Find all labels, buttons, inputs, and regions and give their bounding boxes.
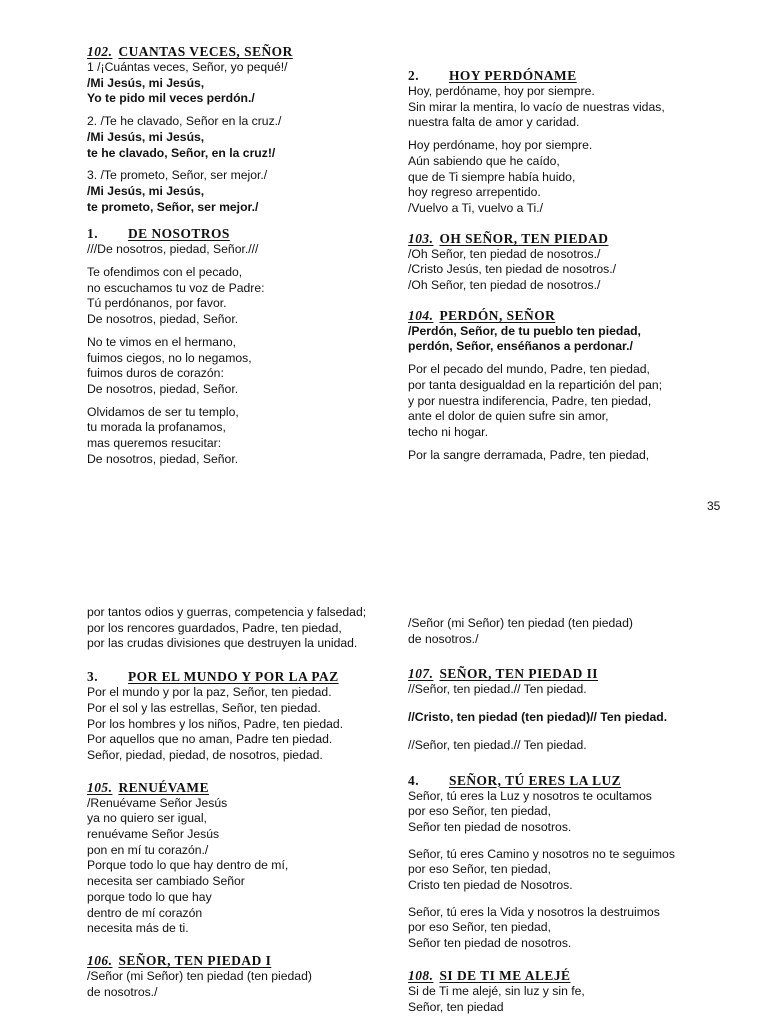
lyric-line: porque todo lo que hay xyxy=(87,889,212,904)
lyric-line: por tanta desigualdad en la repartición del pan; xyxy=(408,377,663,392)
lyric-line: te he clavado, Señor, en la cruz!/ xyxy=(87,145,276,160)
lyric-line: y por nuestra indiferencia, Padre, ten piedad, xyxy=(408,393,652,408)
lyric-line: Hoy, perdóname, hoy por siempre. xyxy=(408,84,595,98)
lyric-line: tu morada la profanamos, xyxy=(87,420,226,435)
lyric-line: /Renuévame Señor Jesús xyxy=(87,795,228,810)
song-number: 1. xyxy=(87,226,99,242)
lyric-line: Por los hombres y los niños, Padre, ten piedad. xyxy=(87,716,344,731)
lyric-line: Cristo ten piedad de Nosotros. xyxy=(408,878,573,893)
lyric-line: /Mi Jesús, mi Jesús, xyxy=(87,75,205,90)
lyric-line: Por el pecado del mundo, Padre, ten piedad, xyxy=(408,362,650,377)
lyric-line: Yo te pido mil veces perdón./ xyxy=(87,91,255,106)
lyric-line: Por el mundo y por la paz, Señor, ten piedad. xyxy=(87,685,332,700)
song-heading-104 xyxy=(408,308,718,324)
lyric-line: por las crudas divisiones que destruyen la unidad. xyxy=(87,636,358,651)
song-title: POR EL MUNDO Y POR LA PAZ xyxy=(128,669,339,685)
lyric-line: techo ni hogar. xyxy=(408,424,488,439)
lyric-line: No te vimos en el hermano, xyxy=(87,334,237,349)
lyric-line: mas queremos resucitar: xyxy=(87,436,222,451)
lyric-line: Aún sabiendo que he caído, xyxy=(408,153,560,168)
song-number: 104. xyxy=(408,307,434,323)
lyric-line: fuimos duros de corazón: xyxy=(87,366,224,381)
lyric-line: ya no quiero ser igual, xyxy=(87,811,207,826)
lyric-line: Por el sol y las estrellas, Señor, ten piedad. xyxy=(87,700,321,715)
lyric-line: /Oh Señor, ten piedad de nosotros./ xyxy=(408,246,601,261)
page-number: 35 xyxy=(707,499,721,513)
song-number: 103. xyxy=(408,230,434,246)
song-number: 108. xyxy=(408,967,434,983)
lyric-line: Te ofendimos con el pecado, xyxy=(87,265,243,280)
lyric-line: /Cristo Jesús, ten piedad de nosotros./ xyxy=(408,262,616,277)
lyric-line: Señor, tú eres la Luz y nosotros te ocultamos xyxy=(408,788,652,803)
lyric-line: /Mi Jesús, mi Jesús, xyxy=(87,129,205,144)
song-heading-108 xyxy=(408,968,718,984)
song-number: 4. xyxy=(408,772,420,788)
lyric-line: Tú perdónanos, por favor. xyxy=(87,296,227,311)
song-title: PERDÓN, SEÑOR xyxy=(439,307,556,323)
lyric-line: de nosotros./ xyxy=(408,631,479,646)
lyric-line: Señor ten piedad de nosotros. xyxy=(408,936,572,951)
song-column-bottom-left xyxy=(87,605,407,1000)
lyric-line: dentro de mí corazón xyxy=(87,905,203,920)
song-heading-102 xyxy=(87,44,407,60)
lyric-line: /Vuelvo a Ti, vuelvo a Ti./ xyxy=(408,200,544,215)
song-heading-4 xyxy=(408,773,718,789)
song-title: CUANTAS VECES, SEÑOR xyxy=(118,44,293,59)
lyric-line: de nosotros./ xyxy=(87,984,158,999)
lyric-line: Señor ten piedad de nosotros. xyxy=(408,819,572,834)
lyric-line: nuestra falta de amor y caridad. xyxy=(408,115,580,130)
lyric-line: /Perdón, Señor, de tu pueblo ten piedad, xyxy=(408,323,641,338)
lyric-line: renuévame Señor Jesús xyxy=(87,827,220,842)
song-number: 2. xyxy=(408,68,420,83)
lyric-line: De nosotros, piedad, Señor. xyxy=(87,312,239,327)
song-column-top-left xyxy=(87,44,407,467)
lyric-line: /Señor (mi Señor) ten piedad (ten piedad) xyxy=(87,968,312,983)
lyric-line: /Oh Señor, ten piedad de nosotros./ xyxy=(408,278,601,293)
lyric-line: por eso Señor, ten piedad, xyxy=(408,862,551,877)
lyric-line: Sin mirar la mentira, lo vacío de nuestras vidas, xyxy=(408,99,665,114)
lyric-line: por tantos odios y guerras, competencia y falsedad; xyxy=(87,605,367,619)
lyric-line: te prometo, Señor, ser mejor./ xyxy=(87,199,259,214)
song-title: OH SEÑOR, TEN PIEDAD xyxy=(439,230,609,246)
lyric-line: por eso Señor, ten piedad, xyxy=(408,920,551,935)
lyric-line: necesita ser cambiado Señor xyxy=(87,874,245,889)
lyric-line: Hoy perdóname, hoy por siempre. xyxy=(408,138,593,153)
lyric-line: De nosotros, piedad, Señor. xyxy=(87,381,239,396)
song-heading-103 xyxy=(408,231,718,247)
lyric-line: fuimos ciegos, no lo negamos, xyxy=(87,350,252,365)
lyric-line: pon en mí tu corazón./ xyxy=(87,842,209,857)
lyric-line: //Señor, ten piedad.// Ten piedad. xyxy=(408,737,587,752)
song-heading-106 xyxy=(87,953,407,969)
song-title: SI DE TI ME ALEJÉ xyxy=(439,967,571,983)
song-number: 105. xyxy=(87,779,113,795)
lyric-line: que de Ti siempre había huido, xyxy=(408,169,576,184)
song-title: SEÑOR, TÚ ERES LA LUZ xyxy=(449,772,622,788)
song-title: SEÑOR, TEN PIEDAD II xyxy=(439,666,599,682)
lyric-line: 1 /¡Cuántas veces, Señor, yo pequé!/ xyxy=(87,60,288,74)
lyric-line: hoy regreso arrepentido. xyxy=(408,185,541,200)
lyric-line: Señor, ten piedad xyxy=(408,999,504,1014)
lyric-line: Señor, piedad, piedad, de nosotros, piedad. xyxy=(87,747,323,762)
lyric-line: Señor, tú eres Camino y nosotros no te seguimos xyxy=(408,846,675,861)
song-number: 3. xyxy=(87,669,99,685)
lyric-line: /Mi Jesús, mi Jesús, xyxy=(87,183,205,198)
lyric-line: por eso Señor, ten piedad, xyxy=(408,804,551,819)
lyric-line: por los rencores guardados, Padre, ten piedad, xyxy=(87,620,342,635)
song-number: 107. xyxy=(408,666,434,682)
lyric-line: Por la sangre derramada, Padre, ten piedad, xyxy=(408,447,650,462)
song-heading-3 xyxy=(87,669,407,685)
lyric-line: perdón, Señor, enséñanos a perdonar./ xyxy=(408,339,633,354)
song-heading-2 xyxy=(408,68,718,84)
song-column-top-right xyxy=(408,68,718,463)
lyric-line: ///De nosotros, piedad, Señor./// xyxy=(87,242,259,257)
lyric-line: Porque todo lo que hay dentro de mí, xyxy=(87,858,289,873)
song-title: RENUÉVAME xyxy=(118,779,209,795)
lyric-line: De nosotros, piedad, Señor. xyxy=(87,451,239,466)
lyric-line: Por aquellos que no aman, Padre ten piedad. xyxy=(87,732,333,747)
song-title: DE NOSOTROS xyxy=(128,226,230,242)
lyric-line: /Señor (mi Señor) ten piedad (ten piedad) xyxy=(408,616,633,630)
lyric-line: no escuchamos tu voz de Padre: xyxy=(87,280,265,295)
song-column-bottom-right xyxy=(408,616,718,1015)
song-heading-1 xyxy=(87,226,407,242)
lyric-line: Olvidamos de ser tu templo, xyxy=(87,404,239,419)
song-number: 106. xyxy=(87,952,113,968)
lyric-line: 2. /Te he clavado, Señor en la cruz./ xyxy=(87,114,282,129)
lyric-line: //Señor, ten piedad.// Ten piedad. xyxy=(408,682,587,697)
lyric-line: Señor, tú eres la Vida y nosotros la destruimos xyxy=(408,904,660,919)
song-heading-105 xyxy=(87,780,407,796)
lyric-line: 3. /Te prometo, Señor, ser mejor./ xyxy=(87,168,268,183)
song-title: SEÑOR, TEN PIEDAD I xyxy=(118,952,272,968)
lyric-line: necesita más de ti. xyxy=(87,921,189,936)
song-title: HOY PERDÓNAME xyxy=(449,68,577,83)
song-heading-107 xyxy=(408,666,718,682)
song-number: 102. xyxy=(87,44,113,59)
lyric-line: ante el dolor de quien sufre sin amor, xyxy=(408,409,609,424)
lyric-line: //Cristo, ten piedad (ten piedad)// Ten piedad. xyxy=(408,710,668,725)
lyric-line: Si de Ti me alejé, sin luz y sin fe, xyxy=(408,983,585,998)
